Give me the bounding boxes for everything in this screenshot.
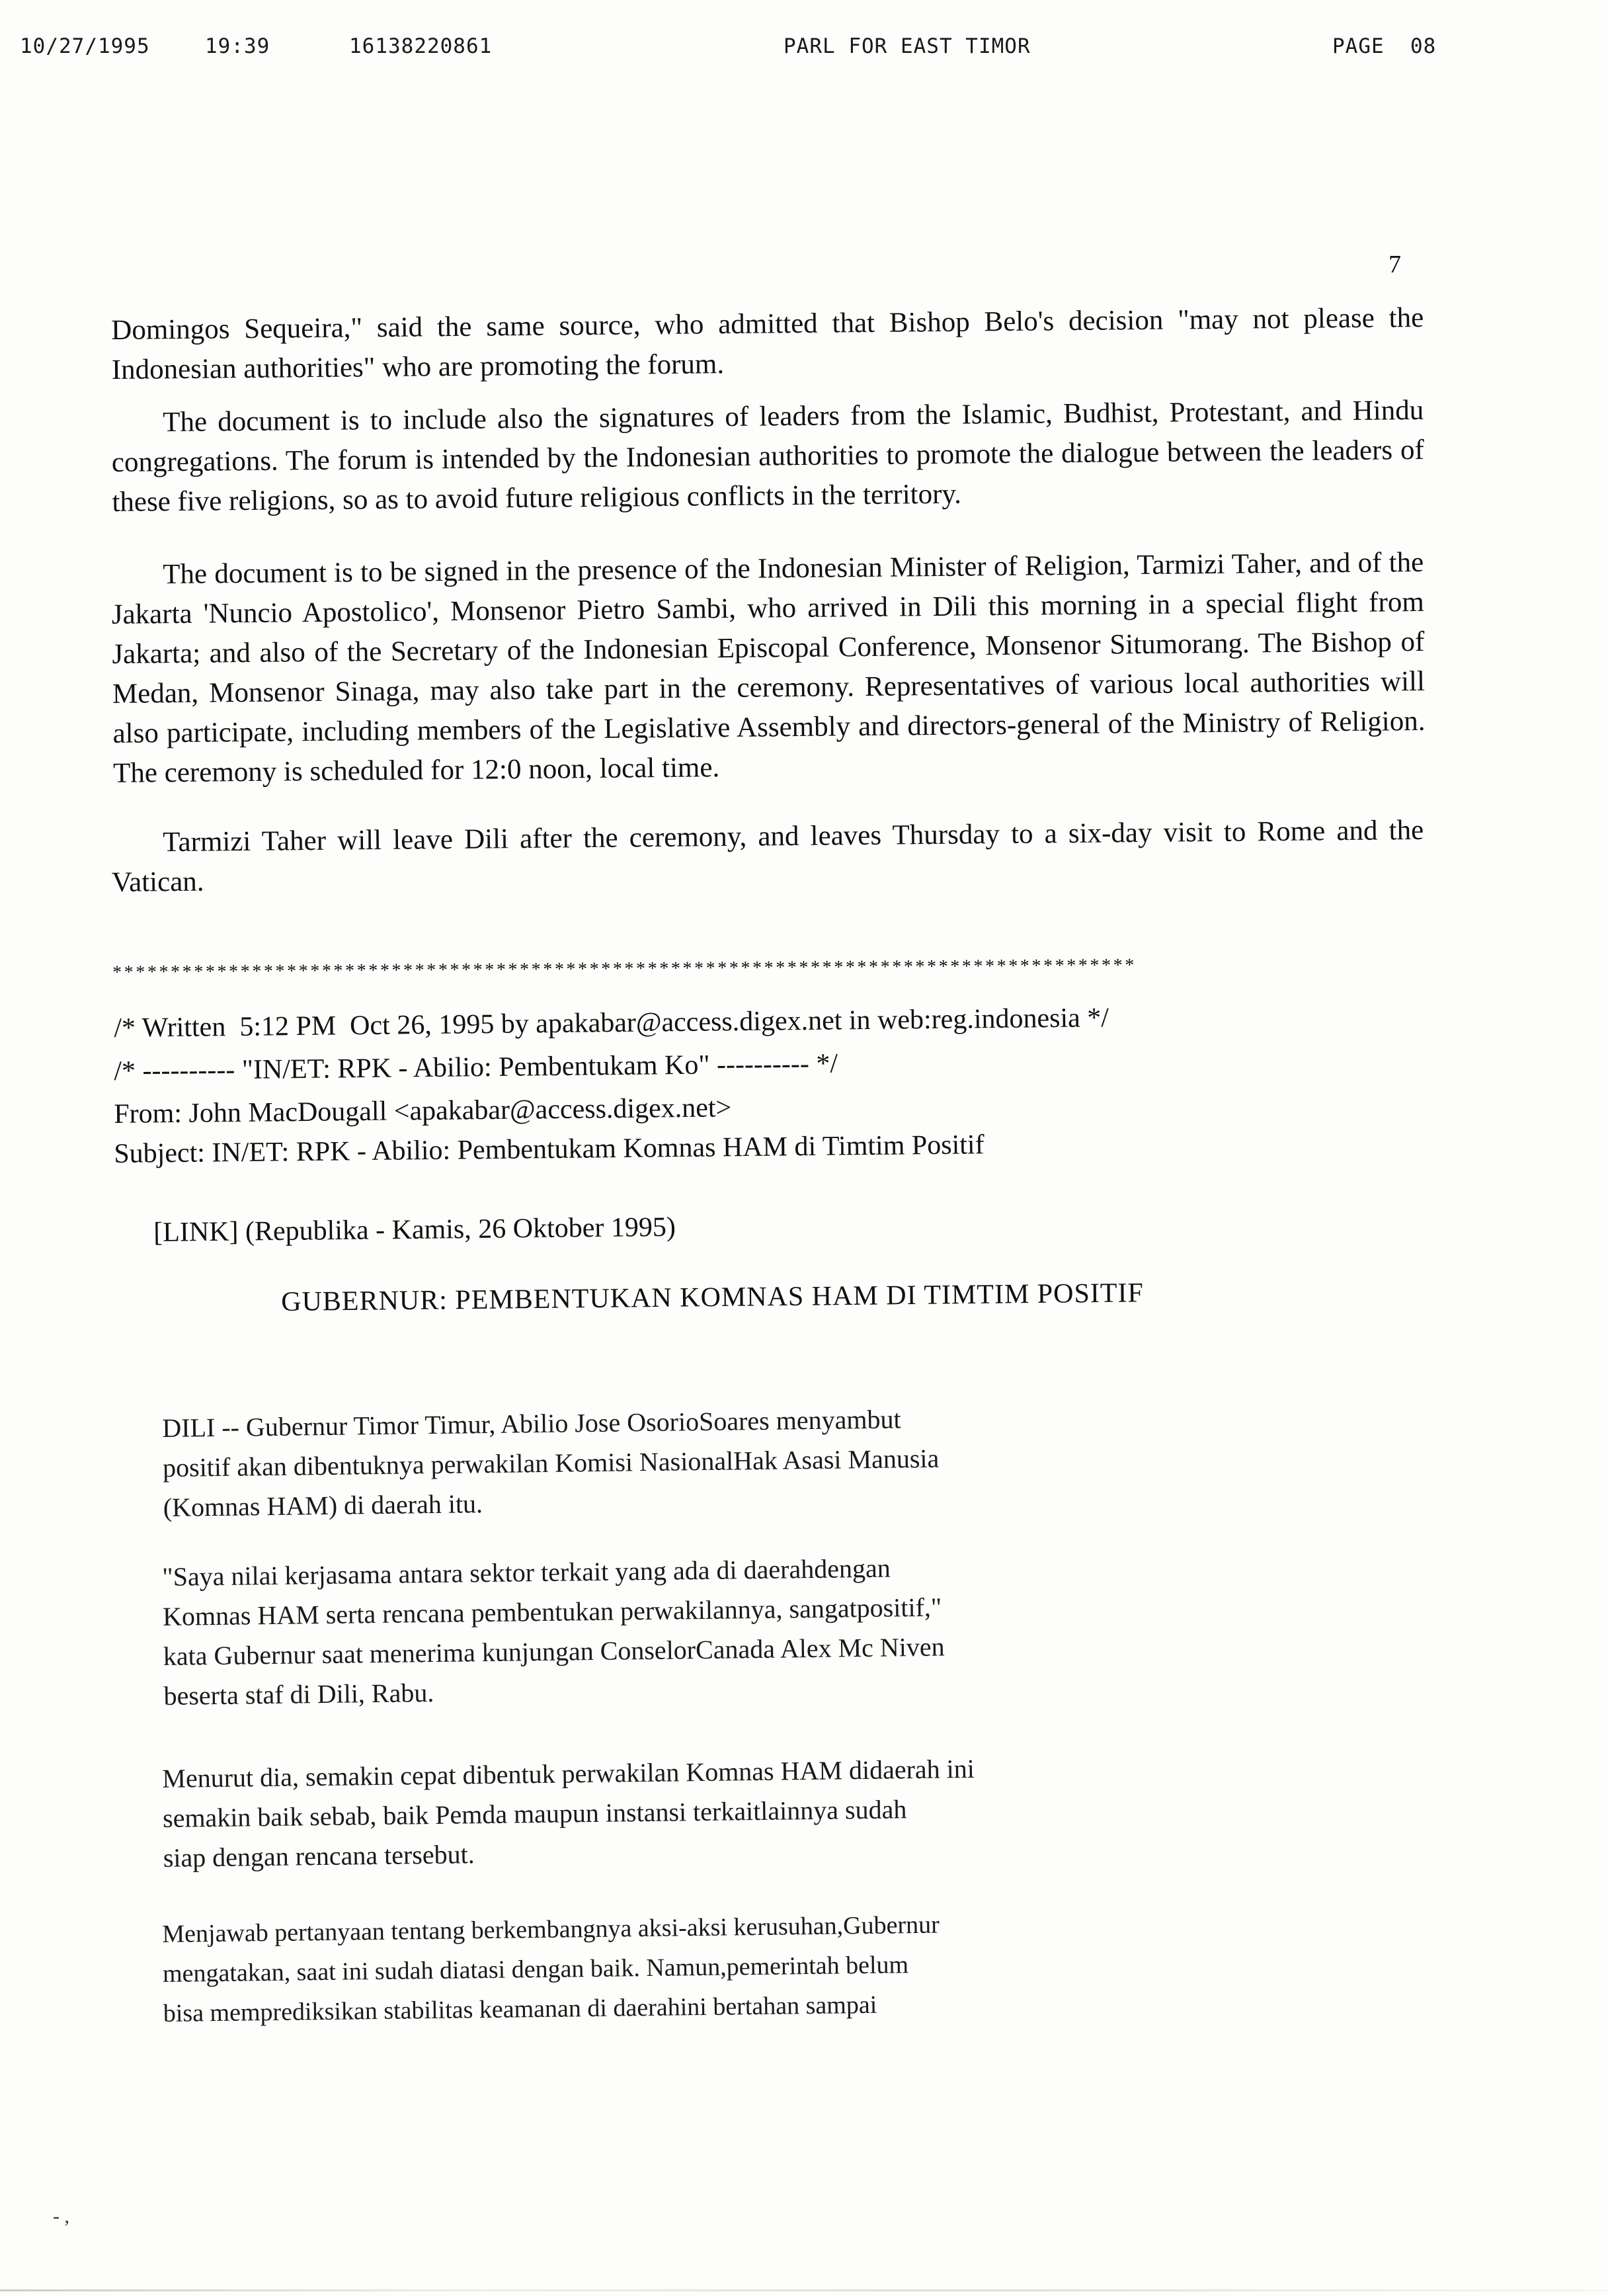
article-paragraph	[162, 1745, 1287, 1878]
separator-line: ****************************************************************************************	[112, 955, 1137, 983]
article-paragraph	[162, 1901, 1287, 2033]
fax-time: 19:39	[205, 34, 270, 58]
email-from: From: John MacDougall <apakabar@access.digex.net>	[114, 1092, 732, 1129]
article-line: "Saya nilai kerjasama antara sektor terkait yang ada di daerahdengan	[162, 1553, 891, 1592]
article-source: [LINK] (Republika - Kamis, 26 Oktober 1995)	[153, 1211, 676, 1248]
scan-edge-line	[0, 2289, 1608, 2291]
article-line: semakin baik sebab, baik Pemda maupun instansi terkaitlainnya sudah	[162, 1794, 907, 1833]
article-line: Komnas HAM serta rencana pembentukan perwakilannya, sangatpositif,"	[162, 1592, 942, 1631]
article-line: positif akan dibentuknya perwakilan Komisi NasionalHak Asasi Manusia	[162, 1443, 940, 1483]
paragraph-continuation: Domingos Sequeira," said the same source, who admitted that Bishop Belo's decision "may not please the Indonesian authorities" who are promoting the forum.	[111, 302, 1424, 386]
page-number: 7	[1388, 251, 1401, 278]
article-headline: GUBERNUR: PEMBENTUKAN KOMNAS HAM DI TIMTIM POSITIF	[281, 1278, 1145, 1317]
email-subject-short: /* ---------- "IN/ET: RPK - Abilio: Pembentukam Ko" ---------- */	[114, 1048, 838, 1086]
article-paragraph	[162, 1395, 1287, 1528]
article-line: bisa memprediksikan stabilitas keamanan di daerahini bertahan sampai	[163, 1990, 877, 2028]
email-written-line: /* Written 5:12 PM Oct 26, 1995 by apakabar@access.digex.net in web:reg.indonesia */	[114, 1003, 1109, 1044]
article-line: Menjawab pertanyaan tentang berkembangnya aksi-aksi kerusuhan,Gubernur	[162, 1910, 940, 1948]
article-line: mengatakan, saat ini sudah diatasi dengan baik. Namun,pemerintah belum	[162, 1951, 909, 1988]
article-line: Menurut dia, semakin cepat dibentuk perwakilan Komnas HAM didaerah ini	[162, 1753, 975, 1793]
fax-date: 10/27/1995	[20, 34, 150, 58]
fax-phone: 16138220861	[349, 34, 493, 58]
article-line: (Komnas HAM) di daerah itu.	[163, 1489, 483, 1522]
article-line: siap dengan rencana tersebut.	[163, 1839, 475, 1873]
article-line: beserta staf di Dili, Rabu.	[163, 1677, 434, 1711]
fax-page-label: PAGE 08	[1332, 34, 1437, 58]
article-paragraph	[162, 1543, 1288, 1716]
paragraph-signatures: The document is to include also the signatures of leaders from the Islamic, Budhist, Protestant, and Hindu congregations. The forum is intended by the Indonesian authorities to promote the dialogue between the leaders of these five religions, so as to avoid future religious conflicts in the territory.	[111, 394, 1424, 518]
article-line: kata Gubernur saat menerima kunjungan ConselorCanada Alex Mc Niven	[163, 1631, 945, 1671]
fax-organization: PARL FOR EAST TIMOR	[784, 34, 1031, 58]
article-line: DILI -- Gubernur Timor Timur, Abilio Jose OsorioSoares menyambut	[162, 1404, 901, 1443]
corner-mark: - ,	[53, 2205, 69, 2227]
paragraph-departure: Tarmizi Taher will leave Dili after the ceremony, and leaves Thursday to a six-day visit to Rome and the Vatican.	[111, 814, 1424, 898]
fax-header	[0, 34, 1608, 74]
email-subject: Subject: IN/ET: RPK - Abilio: Pembentukam Komnas HAM di Timtim Positif	[114, 1129, 985, 1169]
paragraph-ceremony: The document is to be signed in the presence of the Indonesian Minister of Religion, Tarmizi Taher, and of the Jakarta 'Nuncio Apostolico', Monsenor Pietro Sambi, who arrived in Dili this morning in a special flight from Jakarta; and also of the Secretary of the Indonesian Episcopal Conference, Monsenor Situmorang. The Bishop of Medan, Monsenor Sinaga, may also take part in the ceremony. Representatives of various local authorities will also participate, including members of the Legislative Assembly and directors-general of the Ministry of Religion. The ceremony is scheduled for 12:0 noon, local time.	[111, 546, 1426, 789]
